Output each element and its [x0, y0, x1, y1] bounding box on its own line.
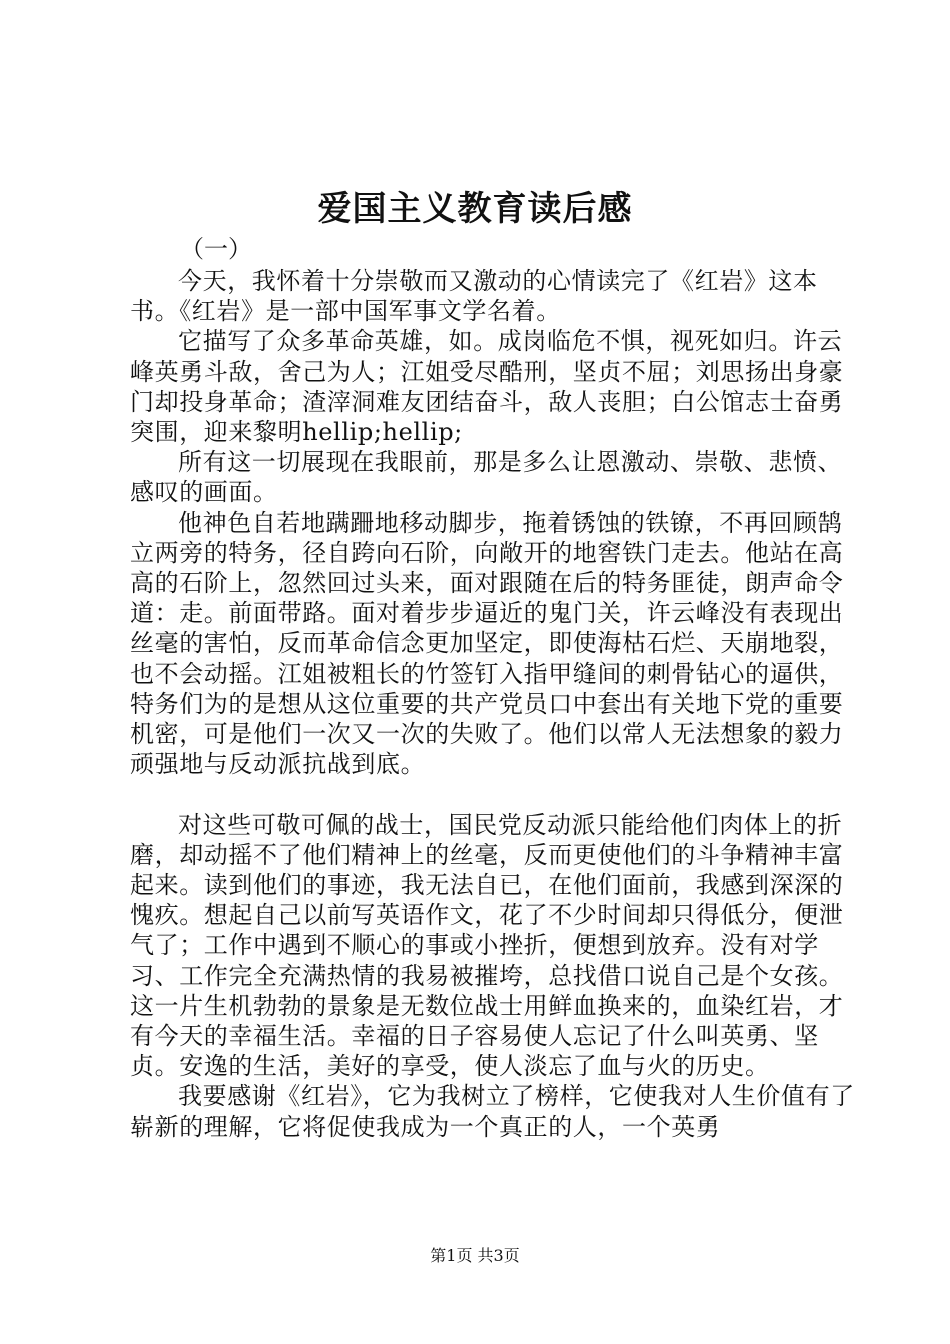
paragraph: 对这些可敬可佩的战士，国民党反动派只能给他们肉体上的折磨，却动摇不了他们精神上的丝毫，反而更使他们的斗争精神丰富起来。读到他们的事迹，我无法自已，在他们面前，我感到深深的愧疚。想起自己以前写英语作文，花了不少时间却只得低分，便泄气了；工作中遇到不顺心的事或小挫折，便想到放弃。没有对学习、工作完全充满热情的我易被摧垮，总找借口说自己是个女孩。这一片生机勃勃的景象是无数位战士用鲜血换来的，血染红岩，才有今天的幸福生活。幸福的日子容易使人忘记了什么叫英勇、坚贞。安逸的生活，美好的享受，使人淡忘了血与火的历史。	[130, 810, 844, 1081]
section-label: （一）	[180, 235, 252, 263]
paragraph: 今天，我怀着十分崇敬而又激动的心情读完了《红岩》这本书。《红岩》是一部中国军事文学名着。	[130, 267, 818, 326]
document-body	[130, 266, 860, 1142]
paragraph: 他神色自若地蹒跚地移动脚步，拖着锈蚀的铁镣，不再回顾鹄立两旁的特务，径自跨向石阶，向敞开的地窖铁门走去。他站在高高的石阶上，忽然回过头来，面对跟随在后的特务匪徒，朗声命令道：走。前面带路。面对着步步逼近的鬼门关，许云峰没有表现出丝毫的害怕，反而革命信念更加坚定，即使海枯石烂、天崩地裂，也不会动摇。江姐被粗长的竹签钉入指甲缝间的刺骨钻心的逼供，特务们为的是想从这位重要的共产党员口中套出有关地下党的重要机密，可是他们一次又一次的失败了。他们以常人无法想象的毅力顽强地与反动派抗战到底。	[130, 508, 844, 779]
page-footer: 第1页 共3页	[430, 1246, 520, 1265]
paragraph-spacer	[130, 779, 860, 809]
document-title: 爱国主义教育读后感	[317, 189, 633, 229]
paragraph: 所有这一切展现在我眼前，那是多么让恩激动、崇敬、悲愤、感叹的画面。	[130, 448, 843, 507]
paragraph: 它描写了众多革命英雄，如。成岗临危不惧，视死如归。许云峰英勇斗敌，舍己为人；江姐受尽酷刑，坚贞不屈；刘思扬出身豪门却投身革命；渣滓洞难友团结奋斗，敌人丧胆；白公馆志士奋勇突围，迎来黎明hellip;hellip;	[130, 327, 844, 447]
paragraph: 我要感谢《红岩》，它为我树立了榜样，它使我对人生价值有了崭新的理解，它将促使我成为一个真正的人，一个英勇	[130, 1082, 855, 1141]
